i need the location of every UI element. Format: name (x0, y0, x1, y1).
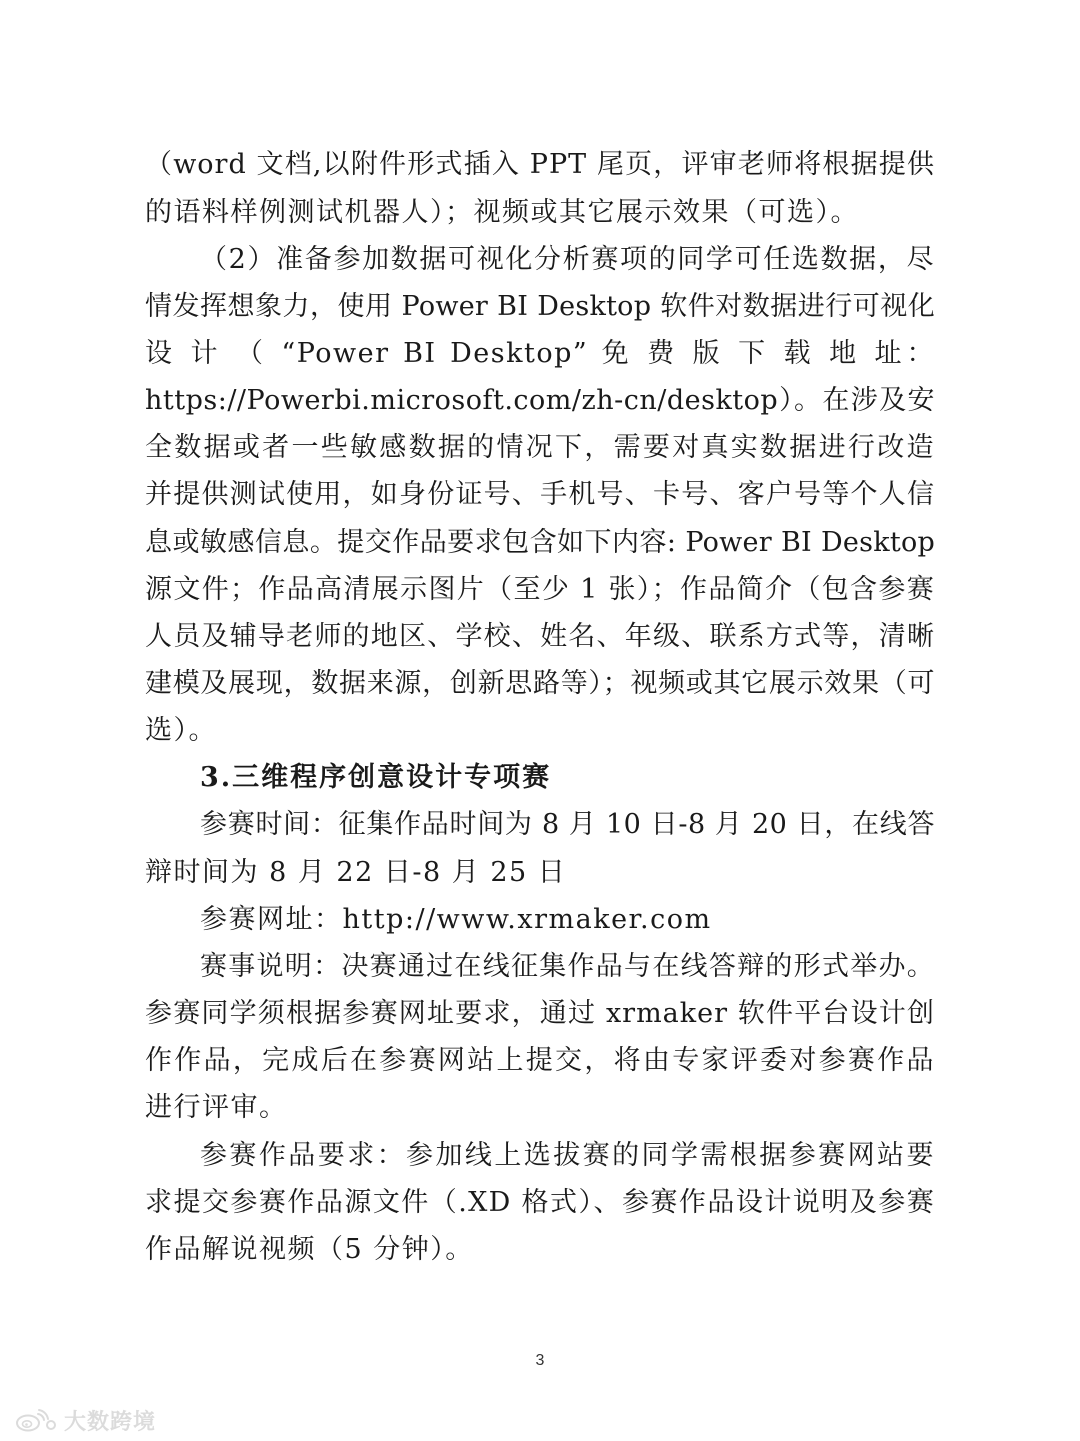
paragraph-line: 参赛同学须根据参赛网址要求，通过 xrmaker 软件平台设计创 (145, 998, 935, 1029)
paragraph-line: （word 文档,以附件形式插入 PPT 尾页，评审老师将根据提供 (145, 149, 935, 180)
weibo-logo-icon (14, 1408, 58, 1432)
paragraph-line: 息或敏感信息。提交作品要求包含如下内容: Power BI Desktop (145, 527, 935, 558)
paragraph-line: https://Powerbi.microsoft.com/zh-cn/desktop）。在涉及安 (145, 385, 935, 416)
paragraph-line: 参赛作品要求：参加线上选拔赛的同学需根据参赛网站要 (200, 1140, 935, 1171)
paragraph-line: 参赛时间：征集作品时间为 8 月 10 日-8 月 20 日，在线答 (200, 809, 935, 840)
watermark-text: 大数跨境 (64, 1409, 157, 1435)
watermark (14, 1405, 156, 1435)
paragraph-line: （2）准备参加数据可视化分析赛项的同学可任选数据，尽 (200, 244, 935, 275)
paragraph-line: 源文件；作品高清展示图片（至少 1 张）；作品简介（包含参赛 (145, 574, 935, 605)
paragraph-line: 选）。 (145, 715, 217, 746)
paragraph-line: 进行评审。 (145, 1092, 288, 1123)
paragraph-line: 赛事说明：决赛通过在线征集作品与在线答辩的形式举办。 (200, 951, 935, 982)
paragraph-line: 情发挥想象力，使用 Power BI Desktop 软件对数据进行可视化 (145, 291, 935, 322)
paragraph-line: 求提交参赛作品源文件（.XD 格式）、参赛作品设计说明及参赛 (145, 1187, 935, 1218)
paragraph-line: 作品解说视频（5 分钟）。 (145, 1234, 474, 1265)
paragraph-line: 参赛网址：http://www.xrmaker.com (200, 904, 712, 935)
paragraph-line: 作作品，完成后在参赛网站上提交，将由专家评委对参赛作品 (145, 1045, 935, 1076)
paragraph-line: 设 计 （ “Power BI Desktop” 免 费 版 下 载 地 址： (145, 338, 935, 369)
paragraph-line: 并提供测试使用，如身份证号、手机号、卡号、客户号等个人信 (145, 479, 935, 510)
paragraph-line: 辩时间为 8 月 22 日-8 月 25 日 (145, 857, 567, 888)
page-number: 3 (535, 1352, 545, 1369)
paragraph-line: 建模及展现，数据来源，创新思路等）；视频或其它展示效果（可 (145, 668, 935, 699)
section-heading: 3.三维程序创意设计专项赛 (200, 762, 552, 793)
paragraph-line: 全数据或者一些敏感数据的情况下，需要对真实数据进行改造 (145, 432, 935, 463)
paragraph-line: 人员及辅导老师的地区、学校、姓名、年级、联系方式等，清晰 (145, 621, 935, 652)
paragraph-line: 的语料样例测试机器人）；视频或其它展示效果（可选）。 (145, 197, 859, 228)
